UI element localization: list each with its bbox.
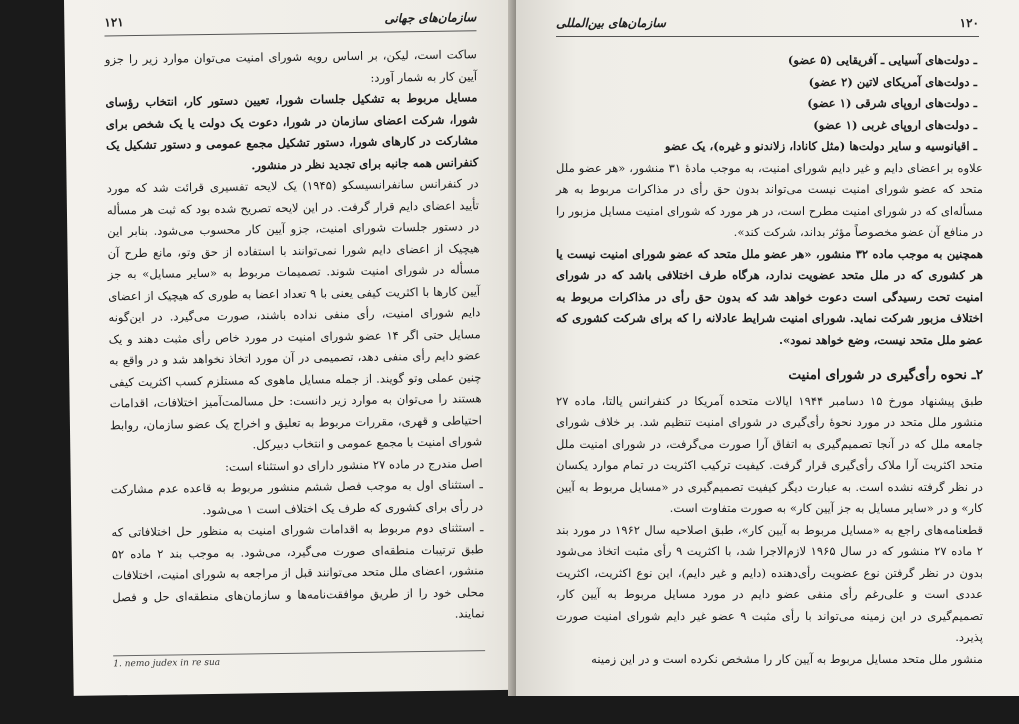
paragraph: همچنین به موجب ماده ۳۲ منشور، «هر عضو ملل متحد که عضو شورای امنیت نیست یا هر کشوری که در ملل متحد عضویت ندارد، هرگاه طرف اختلافی باشد که در شورای امنیت تحت رسیدگی است دعوت خواهد شد که بدون حق رأی در مذاکرات مربوط به اختلاف مزبور شرکت نماید. شورای امنیت شرایط عادلانه را که برای شرکت کشوری که عضو ملل متحد نیست، وضع خواهد نمود».	[556, 246, 983, 347]
paragraph: ساکت است، لیکن، بر اساس رویه شورای امنیت می‌توان موارد زیر را جزو آیین کار به شمار آورد:	[104, 47, 478, 85]
left-page	[64, 0, 526, 696]
member-group-list	[556, 50, 983, 158]
left-page-header	[104, 8, 476, 36]
list-item: ـ دولت‌های آسیایی ـ آفریقایی (۵ عضو)	[787, 53, 977, 67]
paragraph: مسایل مربوط به تشکیل جلسات شورا، تعیین دستور کار، انتخاب رؤسای شورا، شرکت اعضای سازمان در شورا، دعوت یک دولت یا یک شخص برای مشارکت در کارهای شورا، دستور تشکیل مجمع عمومی و دستور تشکیل یک کنفرانس همه جانبه برای تجدید نظر در منشور.	[105, 90, 479, 172]
list-item: ـ دولت‌های اروپای غربی (۱ عضو)	[813, 117, 977, 132]
paragraph: علاوه بر اعضای دایم و غیر دایم شورای امنیت، به موجب مادهٔ ۳۱ منشور، «هر عضو ملل متحد که عضو شورای امنیت نیست می‌تواند بدون حق رأی در مذاکرات مربوط به هر مسأله‌ای که در شورای امنیت مطرح است، در هر مورد که شورای امنیت مسایل مزبور را در منافع آن عضو مخصوصاً مؤثر بداند، شرکت کند».	[556, 160, 983, 239]
section-title: ۲ـ نحوه رأی‌گیری در شورای امنیت	[788, 367, 983, 383]
paragraph: طبق پیشنهاد مورخ ۱۵ دسامبر ۱۹۴۴ ایالات متحده آمریکا در کنفرانس یالتا، ماده ۲۷ منشور ملل متحد در مورد نحوهٔ رأی‌گیری در شورای امنیت تنظیم شد. بر خلاف شورای جامعه ملل که در آنجا تصمیم‌گیری به اتفاق آرا صورت می‌گرفت، در شورای امنیت ملل متحد اکثریت آرا ملاک رأی‌گیری قرار گرفت. کیفیت ترکیب اکثریت در تمام موارد یکسان در نظر گرفته نشده است. به عبارت دیگر کیفیت تصمیم‌گیری در «مسایل مربوط به آیین کار» و در «سایر مسایل به جز آیین کار» به صورت متفاوت است.	[556, 393, 984, 515]
paragraph: در کنفرانس سانفرانسیسکو (۱۹۴۵) یک لایحه تفسیری قرائت شد که مورد تأیید اعضای دایم قرار گرفت. در این لایحه تصریح شده بود که ثبت هر مسأله در دستور جلسات شورای امنیت، جزو آیین کار محسوب می‌شود. بنابر این هیچیک از اعضای دایم شورا نمی‌توانند با استفاده از حق وتو، مانع طرح آن مسأله در شورای امنیت شوند. تصمیمات مربوط به «سایر مسایل» به جز آیین کارها با اکثریت کیفی یعنی با ۹ تعداد اعضا به طوری که هیچیک از اعضای دایم شورای امنیت، رأی منفی نداده باشند، صورت می‌گیرد. در این‌گونه مسایل حتی اگر ۱۴ عضو شورای امنیت در مورد خاص رأی مثبت دهند و یک عضو دایم رأی منفی دهد، تصمیمی در آن مورد اتخاذ نخواهد شد و در واقع به چنین عملی وتو گویند. از جمله مسایل ماهوی که مستلزم کسب اکثریت کیفی هستند را می‌توان به موارد زیر دانست: حل مسالمت‌آمیز اختلافات، اقدامات احتیاطی و قهری، مقررات مربوط به تعلیق و اخراج یک عضو سازمان، روابط شورای امنیت با مجمع عمومی و انتخاب دبیرکل.	[106, 176, 483, 452]
running-title: سازمان‌های بین‌المللی	[556, 16, 666, 30]
running-title: سازمان‌های جهانی	[384, 10, 477, 26]
list-item: ـ دولت‌های آمریکای لاتین (۲ عضو)	[808, 74, 977, 89]
page-number: ۱۲۱	[104, 15, 124, 30]
right-page-body	[556, 50, 984, 666]
paragraph: اصل مندرج در ماده ۲۷ منشور دارای دو استثناء است:	[224, 455, 483, 474]
paragraph: منشور ملل متحد مسایل مربوط به آیین کار را مشخص نکرده است و در این زمینه	[591, 651, 983, 666]
left-page-body	[105, 44, 485, 635]
right-page	[516, 0, 1019, 696]
list-item: ـ دولت‌های اروپای شرقی (۱ عضو)	[807, 96, 977, 110]
list-item: ـ اقیانوسیه و سایر دولت‌ها (مثل کانادا، زلاندنو و غیره)، یک عضو	[664, 139, 977, 153]
paragraph: ـ استثنای اول به موجب فصل ششم منشور مربوط به قاعده عدم مشارکت در رأی برای کشوری که طرف یک اختلاف است ۱ می‌شود.	[110, 477, 484, 517]
footnote: 1. nemo judex in re sua	[113, 650, 485, 669]
page-number: ۱۲۰	[959, 16, 979, 30]
paragraph: قطعنامه‌های راجع به «مسایل مربوط به آیین کار»، طبق اصلاحیه سال ۱۹۶۲ در مورد بند ۲ ماده ۲۷ منشور که در سال ۱۹۶۵ لازم‌الاجرا شد، با اکثریت ۹ رأی مثبت اتخاذ می‌شود بدون در نظر گرفتن نوع عضویت رأی‌دهنده (دایم و غیر دایم)، این نوع اکثریت، اکثریت عددی است و علی‌رغم رأی منفی عضو دایم در مورد مسایل مربوط به آیین کار، تصمیم‌گیری در این زمینه می‌تواند با رأی مثبت ۹ عضو غیر دایم شورای امنیت صورت پذیرد.	[556, 522, 983, 644]
right-page-header	[556, 14, 979, 37]
paragraph: ـ استثنای دوم مربوط به اقدامات شورای امنیت به منظور حل اختلافاتی که طبق ترتیبات منطقه‌ای صورت می‌گیرد، می‌شود. به موجب بند ۲ ماده ۵۲ منشور، اعضای ملل متحد می‌توانند قبل از مراجعه به شورای امنیت، اختلافات محلی خود را از طریق موافقت‌نامه‌ها و سازمان‌های منطقه‌ای حل و فصل نمایند.	[111, 520, 485, 621]
